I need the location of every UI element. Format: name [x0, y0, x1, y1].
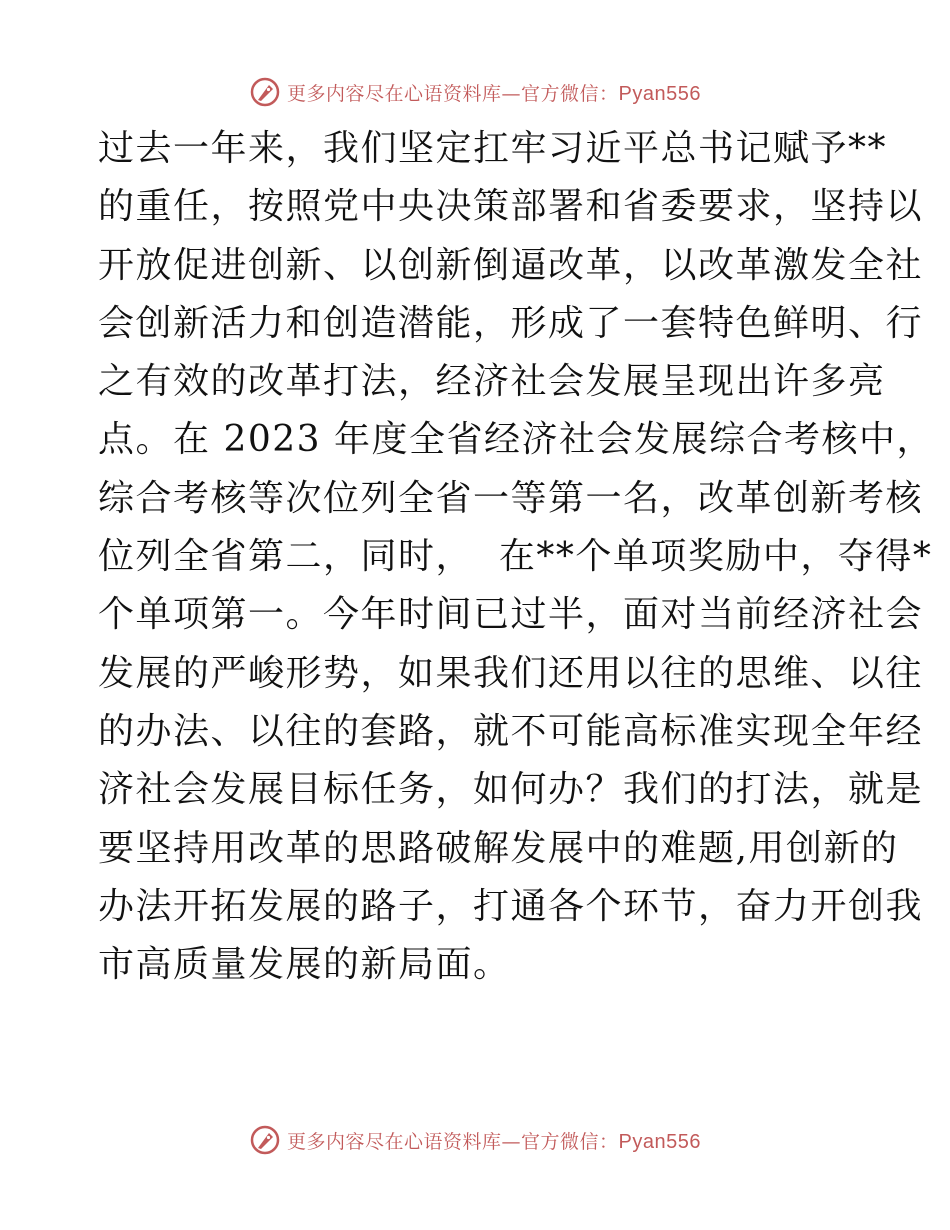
text-line: 市高质量发展的新局面。	[98, 944, 511, 986]
footer-watermark	[0, 1120, 950, 1160]
text-line: 要坚持用改革的思路破解发展中的难题,用创新的	[98, 827, 899, 869]
text-line: 开放促进创新、以创新倒逼改革，以改革激发全社	[98, 244, 924, 286]
header-watermark	[0, 72, 950, 112]
text-line: 办法开拓发展的路子，打通各个环节，奋力开创我	[98, 885, 924, 927]
document-body	[98, 120, 935, 994]
watermark-brand-text: 更多内容尽在心语资料库—官方微信：	[287, 82, 619, 105]
text-line: 个单项第一。今年时间已过半，面对当前经济社会	[98, 594, 924, 636]
text-line: 过去一年来，我们坚定扛牢习近平总书记赋予**	[98, 128, 888, 169]
pen-nib-logo-icon	[249, 76, 281, 108]
text-line: 点。在 2023 年度全省经济社会发展综合考核中，	[98, 419, 935, 461]
pen-nib-logo-icon	[249, 1124, 281, 1156]
watermark-wechat-id: Pyan556	[618, 1130, 701, 1153]
watermark-brand-text: 更多内容尽在心语资料库—官方微信：	[287, 1130, 619, 1153]
text-line: 综合考核等次位列全省一等第一名，改革创新考核	[98, 477, 924, 519]
text-line: 的办法、以往的套路，就不可能高标准实现全年经	[98, 710, 924, 752]
text-line: 会创新活力和创造潜能，形成了一套特色鲜明、行	[98, 302, 924, 344]
watermark-wechat-id: Pyan556	[618, 82, 701, 105]
text-line: 发展的严峻形势，如果我们还用以往的思维、以往	[98, 652, 924, 694]
text-line: 之有效的改革打法，经济社会发展呈现出许多亮	[98, 361, 886, 403]
text-line: 的重任，按照党中央决策部署和省委要求，坚持以	[98, 186, 924, 228]
text-line: 济社会发展目标任务，如何办？我们的打法，就是	[98, 769, 924, 811]
text-line: 位列全省第二，同时， 在**个单项奖励中，夺得*	[98, 536, 933, 578]
